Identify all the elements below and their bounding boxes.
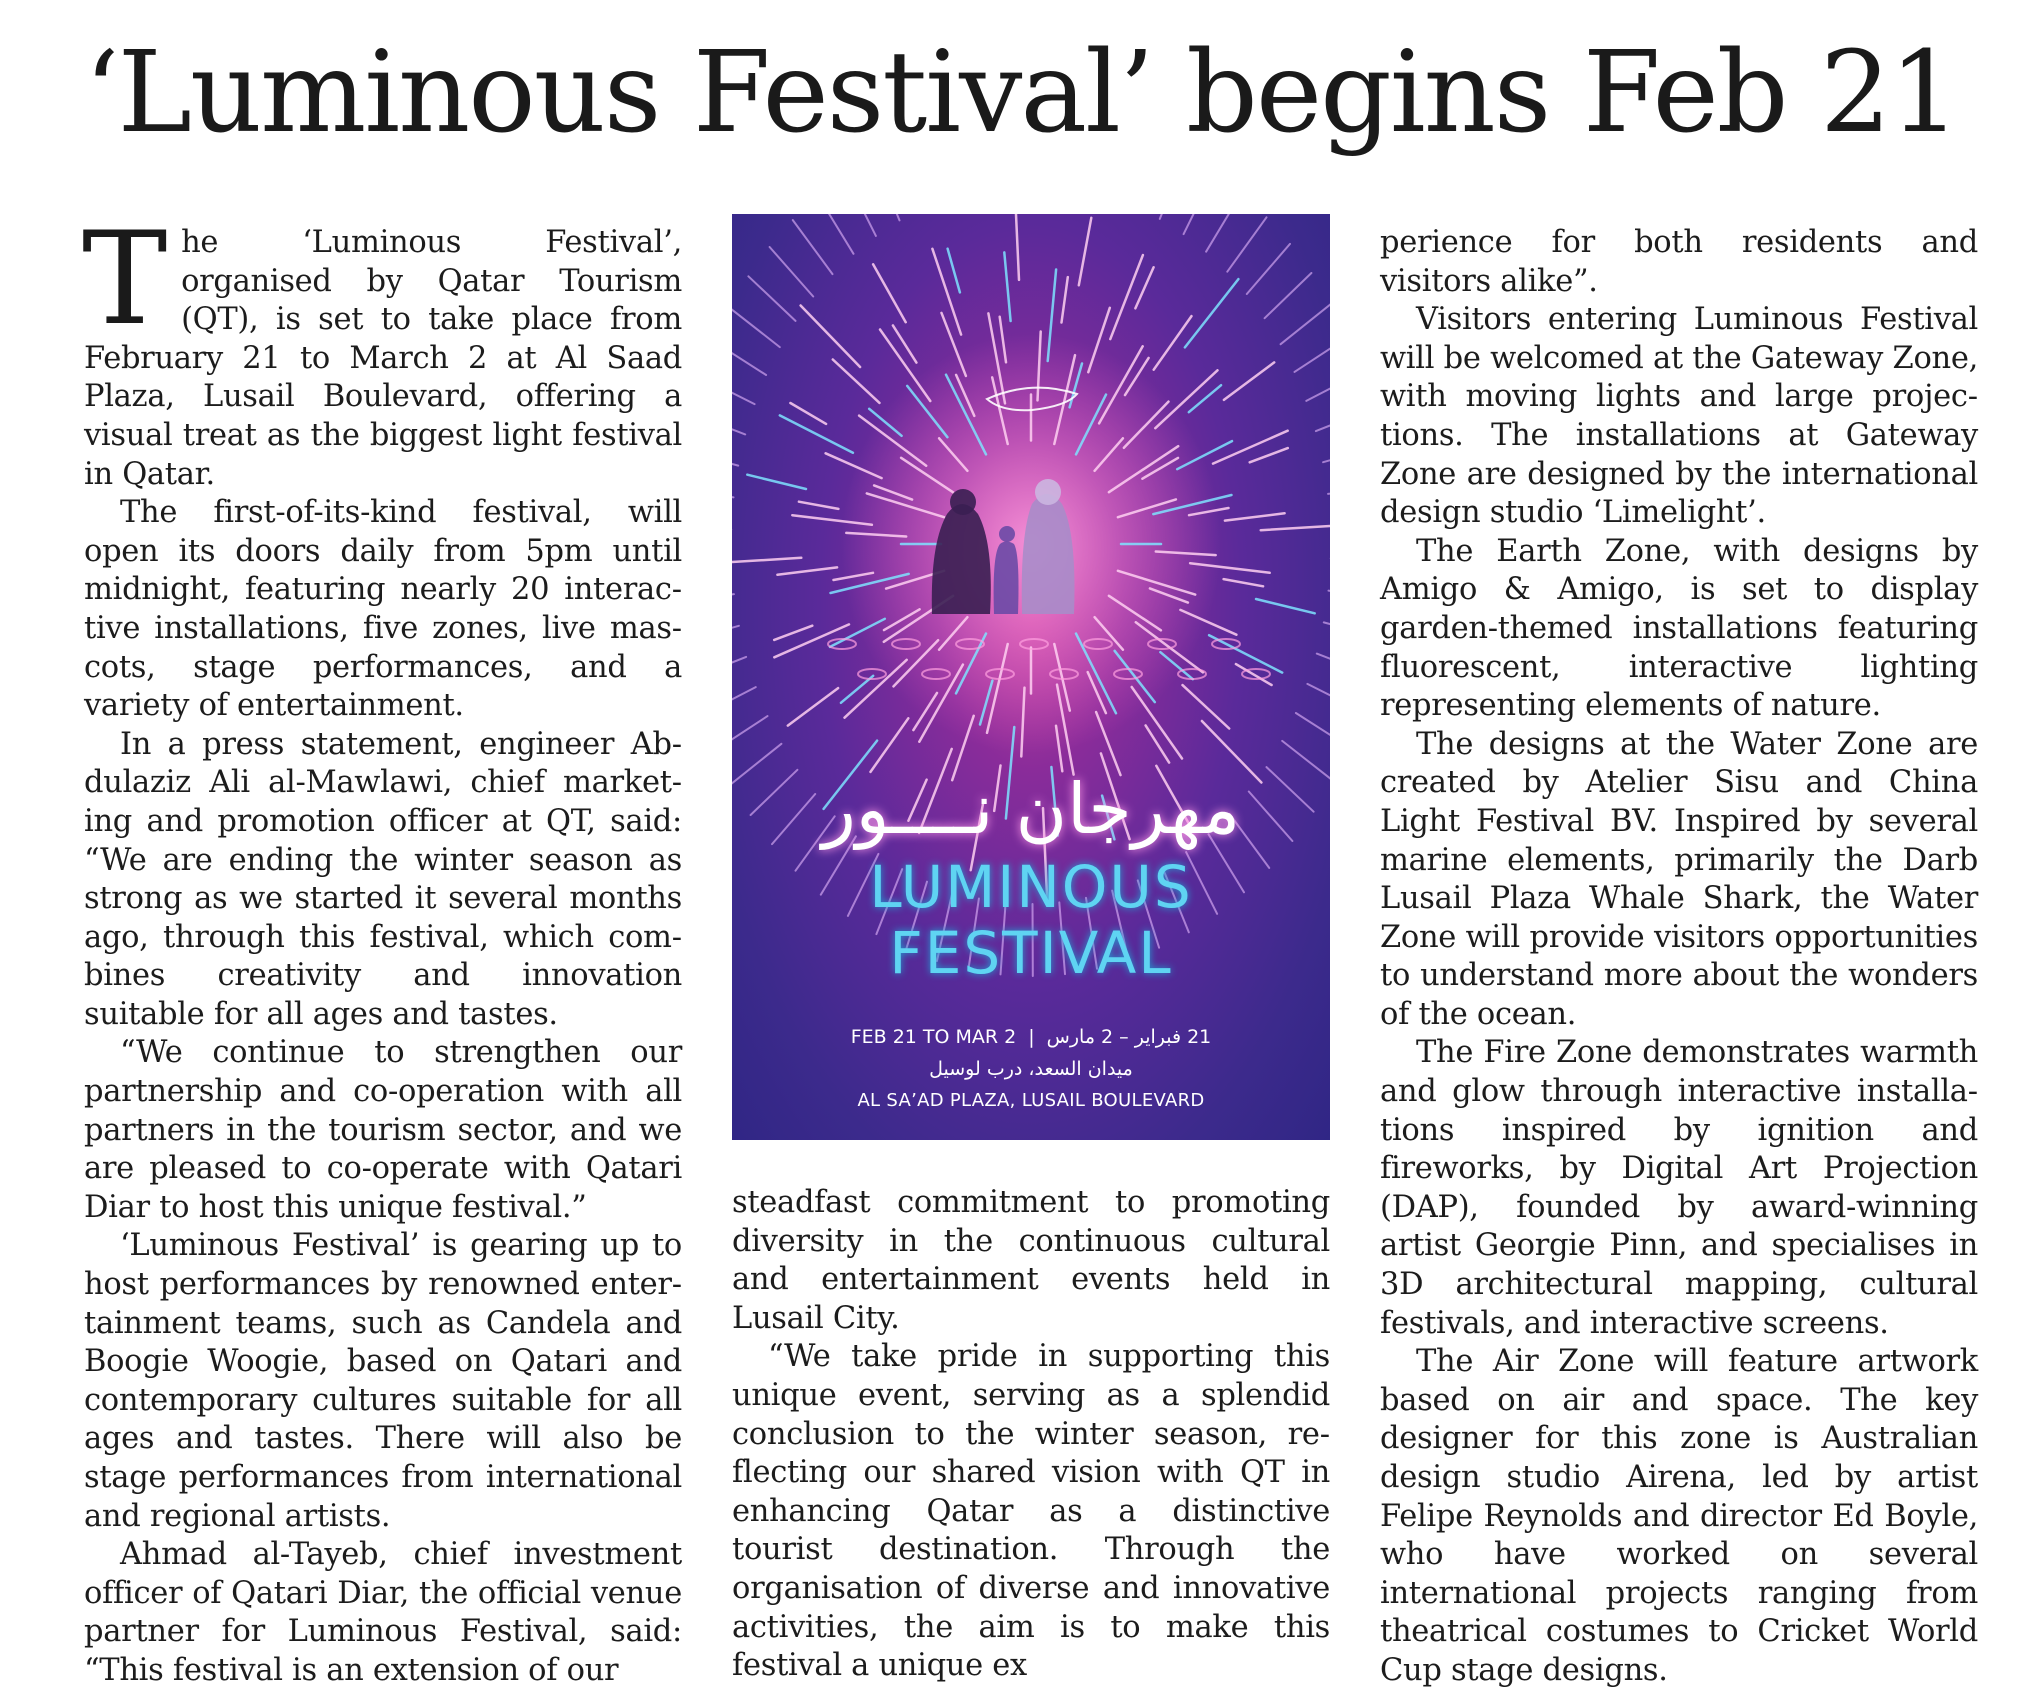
light-streak — [1185, 279, 1239, 347]
light-streak — [777, 567, 837, 574]
light-streak — [770, 247, 814, 297]
light-streak — [732, 413, 745, 435]
visitor-silhouette — [994, 542, 1019, 615]
light-streak — [788, 688, 838, 726]
light-streak — [1209, 635, 1282, 672]
visitor-silhouette — [999, 526, 1015, 542]
light-streak — [1213, 431, 1288, 464]
light-streak — [1160, 214, 1186, 219]
floor-light — [1242, 669, 1270, 679]
visitor-silhouette — [1035, 479, 1061, 505]
light-streak — [1062, 277, 1068, 322]
light-streak — [1316, 409, 1330, 432]
light-streak — [1227, 217, 1266, 271]
light-streak — [793, 220, 833, 274]
drop-cap: T — [82, 230, 167, 330]
light-streak — [1281, 304, 1330, 344]
paragraph: In a press statement, engineer Abdulaziz Ali al-Mawlawi, chief marketing and promotion officer at QT, said: “We are ending the winter season as strong as we started it several months ago, through this festival, which combines creativity and innovation suitable for all ages and tastes. — [84, 726, 682, 1035]
light-streak — [732, 558, 801, 563]
light-streak — [1306, 372, 1330, 401]
light-streak — [790, 403, 826, 424]
visitor-silhouette — [950, 489, 976, 515]
light-streak — [1189, 385, 1221, 412]
light-streak — [818, 214, 854, 254]
poster-dates — [732, 1024, 1330, 1050]
light-streak — [732, 594, 734, 604]
poster-title-line-1: LUMINOUS — [732, 854, 1330, 920]
light-streak — [1307, 684, 1330, 712]
light-streak — [1225, 513, 1285, 520]
paragraph: ‘Luminous Festival’ is gearing up to host performances by renowned entertainment teams, such as Candela and Boogie Woogie, based on Qatari and contemporary cultures suitable for all ages and tastes. There will also be stage performances from international and regional artists. — [84, 1227, 682, 1536]
light-streak — [1324, 622, 1330, 638]
light-streak — [1247, 244, 1290, 294]
light-streak — [1079, 218, 1092, 285]
light-streak — [873, 214, 899, 220]
paragraph: “We take pride in supporting this unique event, serving as a splendid conclusion to the winter season, reflecting our shared vision with QT in enhancing Qatar as a distinctive tourist destination. Through the organisation of diverse and innovative activities, the aim is to make this festival a unique ex — [732, 1338, 1330, 1685]
light-streak — [1004, 252, 1010, 321]
light-streak — [873, 264, 906, 322]
paragraph: steadfast commitment to promoting diversity in the continuous cultural and entertainment events held in Lusail City. — [732, 1184, 1330, 1338]
poster-separator: | — [1028, 1026, 1034, 1048]
light-streak — [732, 376, 755, 404]
light-streak — [732, 657, 746, 680]
poster-dates-english: FEB 21 TO MAR 2 — [851, 1026, 1017, 1048]
light-streak — [1183, 685, 1230, 728]
light-streak — [799, 502, 839, 509]
light-streak — [732, 626, 739, 642]
article-column-3 — [1380, 224, 1978, 1691]
article-column-2 — [732, 1184, 1330, 1686]
light-streak — [1256, 599, 1315, 613]
light-streak — [1146, 725, 1170, 762]
light-streak — [1250, 448, 1288, 462]
poster-venue-arabic: ميدان السعد، درب لوسيل — [732, 1056, 1330, 1082]
light-streak — [893, 325, 917, 362]
paragraph-text: he ‘Luminous Festival’, organised by Qatar Tourism (QT), is set to take place from February 21 to March 2 at Al Saad Plaza, Lusail Boulevard, offering a visual treat as the biggest light festival in Qatar. — [84, 225, 682, 492]
light-streak — [801, 306, 861, 368]
light-streak — [732, 341, 766, 375]
paragraph: The Earth Zone, with designs by Amigo & Amigo, is set to display garden-themed installations featuring fluorescent, interactive lighting representing elements of nature. — [1380, 533, 1978, 726]
light-streak — [1015, 214, 1019, 280]
paragraph: perience for both residents and visitors alike”. — [1380, 224, 1978, 301]
headline: ‘Luminous Festival’ begins Feb 21 — [84, 18, 1984, 168]
light-streak — [841, 676, 873, 703]
light-streak — [1206, 214, 1241, 252]
paragraph: Visitors entering Luminous Festival will be welcomed at the Gateway Zone, with moving lights and large projections. The installations at Gateway Zone are designed by the international design studio ‘Limelight’. — [1380, 301, 1978, 533]
light-streak — [833, 360, 880, 403]
festival-poster — [732, 214, 1330, 1140]
paragraph: “We continue to strengthen our partnership and co-operation with all partners in the tourism sector, and we are pleased to co-operate with Qatari Diar to host this unique festival.” — [84, 1034, 682, 1227]
poster-venue-english: AL SA’AD PLAZA, LUSAIL BOULEVARD — [732, 1088, 1330, 1114]
article-column-1 — [84, 224, 682, 1691]
light-streak — [1296, 713, 1330, 747]
light-streak — [732, 716, 768, 751]
light-streak — [1261, 525, 1330, 530]
light-streak — [1224, 579, 1264, 586]
light-streak — [732, 308, 780, 347]
poster-title-line-2: FESTIVAL — [732, 920, 1330, 986]
paragraph: The Fire Zone demonstrates warmth and glow through interactive installations inspired by ignition and fireworks, by Digital Art Projection (DAP), founded by award-winning artist Georgie Pinn, and specialises in 3D architectural mapping, cultural festivals, and interactive screens. — [1380, 1034, 1978, 1343]
light-streak — [732, 687, 756, 716]
light-streak — [1135, 267, 1153, 308]
light-streak — [774, 624, 849, 657]
light-streak — [1295, 337, 1331, 372]
light-streak — [845, 214, 876, 236]
light-streak — [948, 249, 960, 293]
poster-dates-arabic: 21 فبراير – 2 مارس — [1047, 1026, 1212, 1048]
paragraph: The designs at the Water Zone are created by Atelier Sisu and China Light Festival BV. Inspired by several marine elements, primarily the Darb Lusail Plaza Whale Shark, the Water Zone will provide visitors opportunities to understand more about the wonders of the ocean. — [1380, 726, 1978, 1035]
paragraph: The first-of-its-kind festival, will open its doors daily from 5pm until midnight, featuring nearly 20 interactive installations, five zones, live mascots, stage performances, and a variety of entertainment. — [84, 494, 682, 726]
light-streak — [780, 415, 853, 452]
light-streak — [1323, 446, 1330, 462]
light-streak — [1224, 362, 1274, 400]
light-tunnel-illustration — [732, 214, 1330, 1140]
light-streak — [1317, 654, 1330, 676]
light-streak — [747, 475, 806, 489]
light-streak — [774, 626, 812, 640]
paragraph: Ahmad al-Tayeb, chief investment officer of Qatari Diar, the official venue partner for Luminous Festival, said: “This festival is an extension of our — [84, 1536, 682, 1690]
paragraph: The Air Zone will feature artwork based on air and space. The key designer for this zone is Australian design studio Airena, led by artist Felipe Reynolds and director Ed Boyle, who have worked on several international projects ranging from theatrical costumes to Cricket World Cup stage designs. — [1380, 1343, 1978, 1690]
light-streak — [732, 450, 738, 466]
light-streak — [1328, 484, 1330, 494]
light-streak — [1184, 214, 1215, 234]
poster-arabic-title: مهرجان نــــور — [732, 764, 1330, 854]
light-streak — [732, 488, 734, 497]
light-streak — [1154, 316, 1192, 370]
light-streak — [1110, 255, 1143, 339]
light-streak — [1329, 591, 1331, 600]
light-streak — [1265, 273, 1312, 318]
light-streak — [932, 249, 961, 335]
light-streak — [748, 276, 795, 321]
paragraph — [84, 224, 682, 494]
